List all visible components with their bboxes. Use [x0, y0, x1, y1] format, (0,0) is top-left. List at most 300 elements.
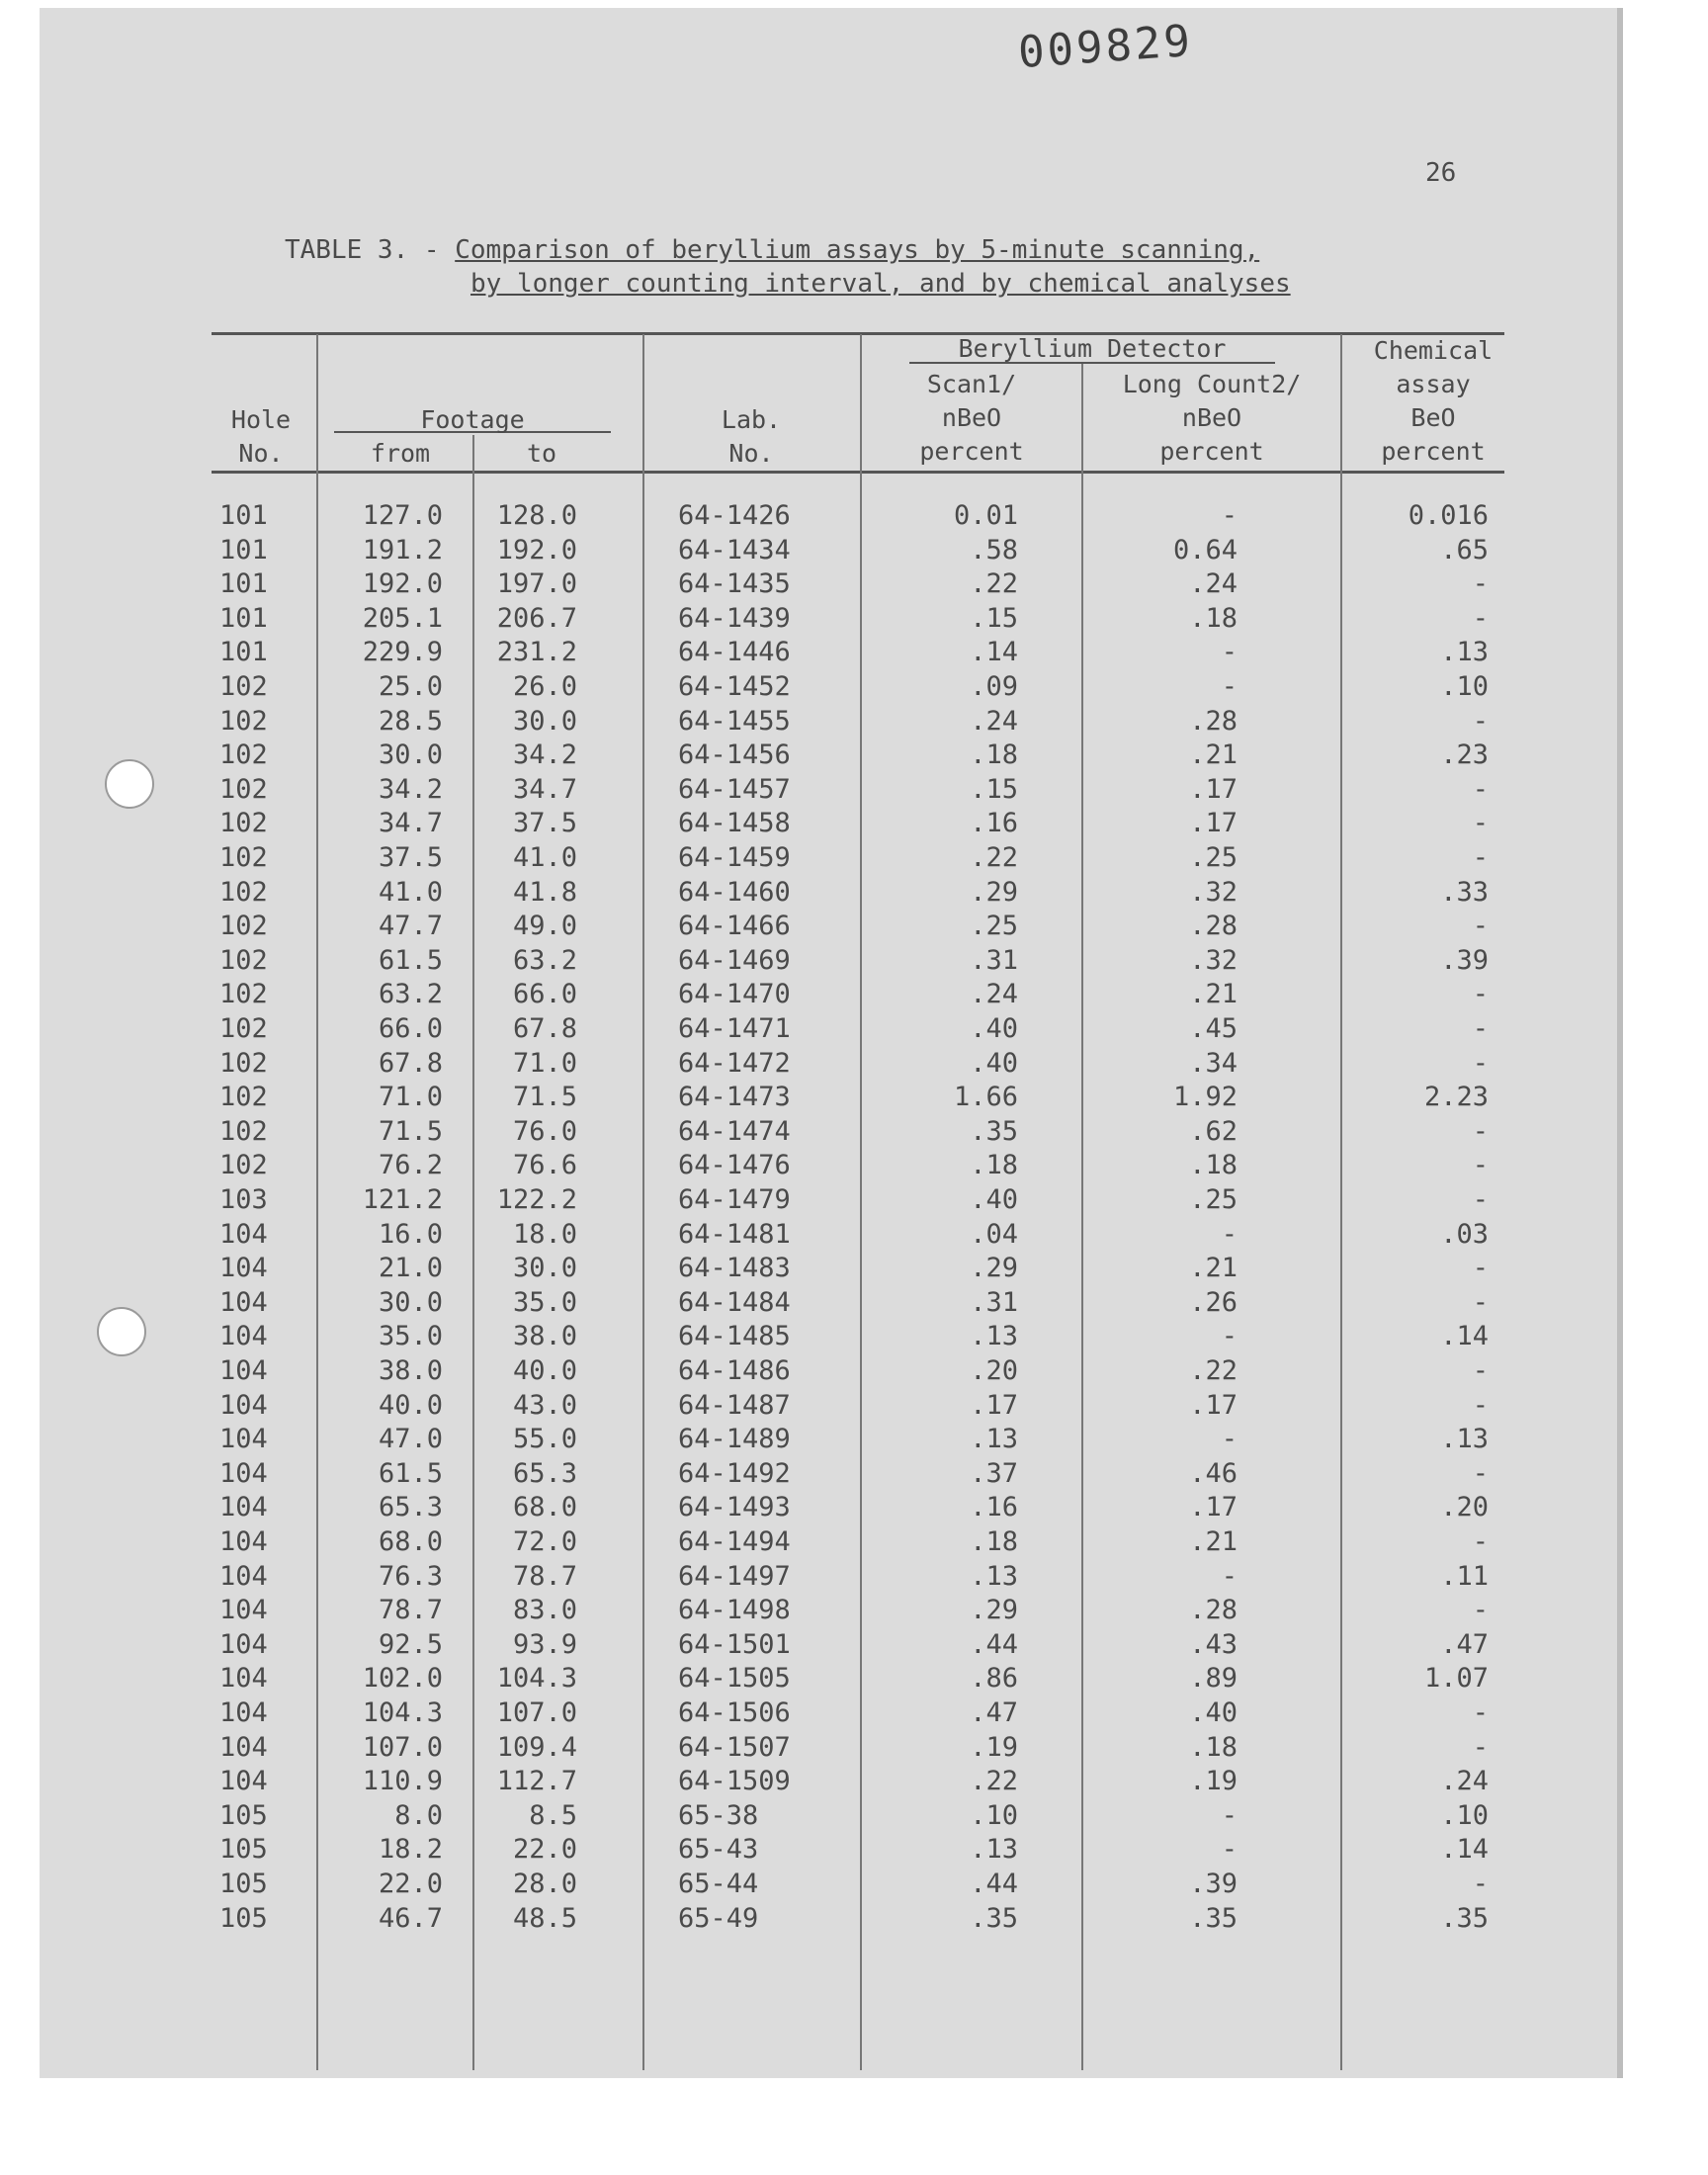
- cell-chem: -: [1472, 1355, 1489, 1386]
- cell-hole: 105: [219, 1902, 268, 1934]
- cell-scan: .15: [970, 773, 1018, 805]
- table-row: [0, 1013, 1708, 1047]
- cell-scan: .24: [970, 979, 1018, 1010]
- cell-chem: -: [1472, 1013, 1489, 1044]
- cell-chem: -: [1472, 1286, 1489, 1318]
- cell-from: 229.9: [362, 637, 443, 668]
- cell-scan: .31: [970, 1286, 1018, 1318]
- cell-lab: 64-1489: [678, 1424, 791, 1455]
- cell-from: 76.3: [378, 1560, 443, 1592]
- header-lab-no: No.: [728, 439, 774, 468]
- cell-chem: -: [1472, 1047, 1489, 1079]
- cell-lab: 64-1471: [678, 1013, 791, 1044]
- cell-to: 71.0: [512, 1047, 577, 1079]
- cell-hole: 102: [219, 1013, 268, 1044]
- cell-to: 76.0: [512, 1115, 577, 1147]
- cell-from: 92.5: [378, 1628, 443, 1660]
- cell-scan: .22: [970, 1766, 1018, 1797]
- cell-from: 78.7: [378, 1595, 443, 1626]
- cell-lab: 65-38: [678, 1799, 759, 1831]
- cell-to: 67.8: [512, 1013, 577, 1044]
- cell-long: -: [1221, 1560, 1238, 1592]
- cell-lab: 64-1506: [678, 1697, 791, 1728]
- cell-hole: 102: [219, 773, 268, 805]
- cell-from: 28.5: [378, 705, 443, 737]
- cell-chem: -: [1472, 1595, 1489, 1626]
- cell-to: 72.0: [512, 1526, 577, 1557]
- cell-lab: 64-1459: [678, 842, 791, 873]
- cell-to: 43.0: [512, 1389, 577, 1421]
- cell-long: .26: [1189, 1286, 1238, 1318]
- cell-from: 102.0: [362, 1663, 443, 1695]
- cell-chem: -: [1472, 773, 1489, 805]
- table-row: [0, 1287, 1708, 1321]
- cell-long: .18: [1189, 1731, 1238, 1763]
- cell-chem: -: [1472, 1253, 1489, 1284]
- cell-hole: 104: [219, 1526, 268, 1557]
- cell-lab: 64-1501: [678, 1628, 791, 1660]
- cell-lab: 64-1474: [678, 1115, 791, 1147]
- table-row: [0, 1048, 1708, 1082]
- table-row: [0, 1390, 1708, 1424]
- cell-long: -: [1221, 637, 1238, 668]
- cell-lab: 64-1492: [678, 1457, 791, 1489]
- header-lab: Lab.: [721, 405, 782, 434]
- cell-hole: 102: [219, 876, 268, 908]
- cell-hole: 104: [219, 1286, 268, 1318]
- cell-chem: -: [1472, 705, 1489, 737]
- cell-chem: 0.016: [1408, 500, 1489, 531]
- cell-lab: 64-1435: [678, 568, 791, 600]
- cell-chem: .14: [1440, 1321, 1489, 1352]
- cell-chem: .47: [1440, 1628, 1489, 1660]
- cell-long: .39: [1189, 1869, 1238, 1899]
- table-row: [0, 637, 1708, 670]
- cell-from: 76.2: [378, 1150, 443, 1181]
- cell-hole: 104: [219, 1218, 268, 1250]
- cell-to: 41.8: [512, 876, 577, 908]
- cell-lab: 64-1509: [678, 1766, 791, 1797]
- cell-hole: 104: [219, 1457, 268, 1489]
- cell-from: 121.2: [362, 1184, 443, 1215]
- table-row: [0, 535, 1708, 568]
- cell-scan: .47: [970, 1697, 1018, 1728]
- cell-chem: .33: [1440, 876, 1489, 908]
- cell-to: 71.5: [512, 1082, 577, 1113]
- cell-chem: -: [1472, 1869, 1489, 1899]
- cell-scan: .25: [970, 911, 1018, 942]
- cell-chem: -: [1472, 808, 1489, 839]
- cell-scan: .18: [970, 740, 1018, 771]
- table-row: [0, 1629, 1708, 1663]
- cell-lab: 64-1452: [678, 671, 791, 702]
- cell-long: .17: [1189, 773, 1238, 805]
- cell-lab: 64-1483: [678, 1253, 791, 1284]
- cell-to: 8.5: [529, 1799, 577, 1831]
- cell-to: 83.0: [512, 1595, 577, 1626]
- cell-chem: -: [1472, 911, 1489, 942]
- cell-to: 30.0: [512, 1253, 577, 1284]
- cell-long: .28: [1189, 911, 1238, 942]
- header-hole: Hole: [230, 405, 292, 434]
- cell-hole: 105: [219, 1799, 268, 1831]
- cell-to: 40.0: [512, 1355, 577, 1386]
- cell-lab: 64-1455: [678, 705, 791, 737]
- cell-hole: 104: [219, 1628, 268, 1660]
- cell-to: 41.0: [512, 842, 577, 873]
- table-row: [0, 1355, 1708, 1389]
- cell-long: .46: [1189, 1457, 1238, 1489]
- cell-scan: .40: [970, 1013, 1018, 1044]
- cell-to: 63.2: [512, 944, 577, 976]
- cell-chem: 2.23: [1423, 1082, 1489, 1113]
- cell-hole: 104: [219, 1560, 268, 1592]
- cell-scan: .44: [970, 1869, 1018, 1899]
- cell-lab: 64-1505: [678, 1663, 791, 1695]
- cell-long: .19: [1189, 1766, 1238, 1797]
- cell-from: 25.0: [378, 671, 443, 702]
- table-title-prefix: TABLE 3. -: [285, 235, 456, 265]
- cell-long: 0.64: [1172, 534, 1238, 566]
- cell-long: -: [1221, 671, 1238, 702]
- cell-lab: 64-1469: [678, 944, 791, 976]
- table-row: [0, 1150, 1708, 1183]
- cell-scan: .40: [970, 1047, 1018, 1079]
- cell-from: 34.2: [378, 773, 443, 805]
- cell-scan: .16: [970, 1492, 1018, 1523]
- cell-lab: 64-1470: [678, 979, 791, 1010]
- cell-scan: .40: [970, 1184, 1018, 1215]
- cell-scan: .10: [970, 1799, 1018, 1831]
- header-long-nbeo: nBeO: [1181, 403, 1242, 432]
- cell-chem: .10: [1440, 1799, 1489, 1831]
- table-row: [0, 706, 1708, 740]
- cell-long: 1.92: [1172, 1082, 1238, 1113]
- cell-hole: 101: [219, 637, 268, 668]
- cell-chem: .35: [1440, 1902, 1489, 1934]
- cell-chem: -: [1472, 1150, 1489, 1181]
- cell-scan: .35: [970, 1902, 1018, 1934]
- cell-hole: 101: [219, 568, 268, 600]
- cell-from: 30.0: [378, 740, 443, 771]
- cell-to: 55.0: [512, 1424, 577, 1455]
- cell-from: 30.0: [378, 1286, 443, 1318]
- cell-to: 104.3: [496, 1663, 577, 1695]
- document-number: 009829: [1016, 15, 1195, 79]
- cell-lab: 64-1485: [678, 1321, 791, 1352]
- table-row: [0, 568, 1708, 602]
- cell-scan: .29: [970, 1595, 1018, 1626]
- cell-from: 35.0: [378, 1321, 443, 1352]
- header-chem-percent: percent: [1381, 437, 1486, 466]
- table-row: [0, 774, 1708, 808]
- cell-from: 61.5: [378, 944, 443, 976]
- header-long-percent: percent: [1159, 437, 1264, 466]
- cell-chem: .11: [1440, 1560, 1489, 1592]
- cell-long: -: [1221, 1218, 1238, 1250]
- cell-scan: .15: [970, 602, 1018, 634]
- table-row: [0, 1116, 1708, 1150]
- cell-long: .28: [1189, 705, 1238, 737]
- cell-chem: .03: [1440, 1218, 1489, 1250]
- cell-to: 37.5: [512, 808, 577, 839]
- cell-to: 76.6: [512, 1150, 577, 1181]
- cell-lab: 64-1473: [678, 1082, 791, 1113]
- table-row: [0, 1492, 1708, 1525]
- cell-scan: .16: [970, 808, 1018, 839]
- cell-long: .62: [1189, 1115, 1238, 1147]
- table-row: [0, 1526, 1708, 1560]
- cell-from: 205.1: [362, 602, 443, 634]
- cell-to: 107.0: [496, 1697, 577, 1728]
- cell-long: -: [1221, 1424, 1238, 1455]
- cell-to: 68.0: [512, 1492, 577, 1523]
- cell-chem: -: [1472, 568, 1489, 600]
- header-bottom-rule: [212, 471, 1504, 474]
- table-row: [0, 740, 1708, 773]
- cell-from: 191.2: [362, 534, 443, 566]
- cell-chem: .20: [1440, 1492, 1489, 1523]
- header-from: from: [370, 439, 431, 468]
- cell-to: 192.0: [496, 534, 577, 566]
- cell-to: 65.3: [512, 1457, 577, 1489]
- cell-scan: .13: [970, 1321, 1018, 1352]
- cell-lab: 64-1458: [678, 808, 791, 839]
- cell-chem: .24: [1440, 1766, 1489, 1797]
- cell-hole: 102: [219, 808, 268, 839]
- cell-from: 66.0: [378, 1013, 443, 1044]
- cell-from: 16.0: [378, 1218, 443, 1250]
- cell-scan: .04: [970, 1218, 1018, 1250]
- cell-to: 48.5: [512, 1902, 577, 1934]
- cell-to: 66.0: [512, 979, 577, 1010]
- cell-to: 35.0: [512, 1286, 577, 1318]
- cell-to: 122.2: [496, 1184, 577, 1215]
- table-row: [0, 808, 1708, 841]
- table-row: [0, 1458, 1708, 1492]
- table-row: [0, 1903, 1708, 1937]
- cell-to: 231.2: [496, 637, 577, 668]
- cell-lab: 64-1446: [678, 637, 791, 668]
- cell-hole: 103: [219, 1184, 268, 1215]
- cell-hole: 104: [219, 1663, 268, 1695]
- cell-from: 110.9: [362, 1766, 443, 1797]
- cell-hole: 101: [219, 500, 268, 531]
- cell-lab: 64-1481: [678, 1218, 791, 1250]
- cell-scan: .86: [970, 1663, 1018, 1695]
- cell-scan: .18: [970, 1526, 1018, 1557]
- cell-to: 26.0: [512, 671, 577, 702]
- cell-from: 65.3: [378, 1492, 443, 1523]
- cell-long: .24: [1189, 568, 1238, 600]
- cell-to: 78.7: [512, 1560, 577, 1592]
- header-chemical: Chemical: [1373, 336, 1494, 365]
- cell-from: 104.3: [362, 1697, 443, 1728]
- table-row: [0, 1834, 1708, 1868]
- cell-from: 71.0: [378, 1082, 443, 1113]
- cell-hole: 102: [219, 1047, 268, 1079]
- cell-long: .28: [1189, 1595, 1238, 1626]
- cell-from: 41.0: [378, 876, 443, 908]
- cell-scan: .24: [970, 705, 1018, 737]
- cell-hole: 104: [219, 1731, 268, 1763]
- cell-chem: -: [1472, 1115, 1489, 1147]
- cell-from: 127.0: [362, 500, 443, 531]
- table-row: [0, 1219, 1708, 1253]
- header-hole-no: No.: [238, 439, 284, 468]
- cell-lab: 64-1434: [678, 534, 791, 566]
- cell-long: .43: [1189, 1628, 1238, 1660]
- cell-chem: 1.07: [1423, 1663, 1489, 1695]
- cell-hole: 102: [219, 671, 268, 702]
- cell-scan: .22: [970, 568, 1018, 600]
- cell-hole: 104: [219, 1697, 268, 1728]
- table-row: [0, 979, 1708, 1012]
- cell-scan: .29: [970, 876, 1018, 908]
- table-row: [0, 1561, 1708, 1595]
- cell-chem: -: [1472, 1184, 1489, 1215]
- cell-scan: .13: [970, 1424, 1018, 1455]
- cell-lab: 64-1497: [678, 1560, 791, 1592]
- table-row: [0, 500, 1708, 534]
- cell-chem: -: [1472, 842, 1489, 873]
- cell-long: .32: [1189, 876, 1238, 908]
- cell-long: .17: [1189, 808, 1238, 839]
- cell-lab: 65-43: [678, 1834, 759, 1866]
- table-row: [0, 1321, 1708, 1354]
- cell-lab: 64-1479: [678, 1184, 791, 1215]
- cell-chem: -: [1472, 1731, 1489, 1763]
- cell-to: 197.0: [496, 568, 577, 600]
- cell-to: 34.2: [512, 740, 577, 771]
- cell-chem: -: [1472, 1457, 1489, 1489]
- cell-long: .21: [1189, 979, 1238, 1010]
- cell-long: .34: [1189, 1047, 1238, 1079]
- cell-scan: .35: [970, 1115, 1018, 1147]
- cell-hole: 102: [219, 740, 268, 771]
- table-row: [0, 1869, 1708, 1902]
- cell-hole: 102: [219, 1082, 268, 1113]
- cell-scan: .09: [970, 671, 1018, 702]
- table-title-text1: Comparison of beryllium assays by 5-minute scanning,: [455, 235, 1260, 265]
- cell-chem: .65: [1440, 534, 1489, 566]
- cell-from: 46.7: [378, 1902, 443, 1934]
- cell-hole: 104: [219, 1355, 268, 1386]
- cell-chem: -: [1472, 1526, 1489, 1557]
- header-scan: Scan1/: [926, 370, 1017, 398]
- cell-scan: .18: [970, 1150, 1018, 1181]
- cell-to: 93.9: [512, 1628, 577, 1660]
- cell-hole: 104: [219, 1389, 268, 1421]
- cell-hole: 104: [219, 1253, 268, 1284]
- cell-to: 18.0: [512, 1218, 577, 1250]
- cell-long: .17: [1189, 1492, 1238, 1523]
- cell-from: 38.0: [378, 1355, 443, 1386]
- cell-long: .35: [1189, 1902, 1238, 1934]
- cell-hole: 104: [219, 1766, 268, 1797]
- cell-scan: .44: [970, 1628, 1018, 1660]
- cell-chem: -: [1472, 1389, 1489, 1421]
- cell-to: 38.0: [512, 1321, 577, 1352]
- table-row: [0, 1184, 1708, 1218]
- cell-from: 68.0: [378, 1526, 443, 1557]
- cell-chem: .13: [1440, 637, 1489, 668]
- table-row: [0, 1663, 1708, 1696]
- cell-long: .21: [1189, 1526, 1238, 1557]
- cell-long: -: [1221, 1799, 1238, 1831]
- cell-from: 47.0: [378, 1424, 443, 1455]
- cell-scan: .17: [970, 1389, 1018, 1421]
- header-scan-nbeo: nBeO: [941, 403, 1002, 432]
- cell-hole: 104: [219, 1424, 268, 1455]
- cell-long: .32: [1189, 944, 1238, 976]
- cell-long: .40: [1189, 1697, 1238, 1728]
- cell-long: -: [1221, 1834, 1238, 1866]
- cell-long: .21: [1189, 740, 1238, 771]
- cell-lab: 64-1484: [678, 1286, 791, 1318]
- cell-hole: 102: [219, 842, 268, 873]
- cell-long: .17: [1189, 1389, 1238, 1421]
- table-title-line2: by longer counting interval, and by chemical analyses: [470, 269, 1291, 299]
- table-row: [0, 911, 1708, 944]
- page-number: 26: [1425, 158, 1457, 188]
- cell-scan: .19: [970, 1731, 1018, 1763]
- table-row: [0, 1766, 1708, 1799]
- table-row: [0, 842, 1708, 876]
- cell-to: 28.0: [512, 1869, 577, 1899]
- cell-from: 61.5: [378, 1457, 443, 1489]
- cell-scan: .29: [970, 1253, 1018, 1284]
- table-row: [0, 1253, 1708, 1286]
- cell-hole: 104: [219, 1321, 268, 1352]
- cell-scan: 0.01: [953, 500, 1018, 531]
- cell-from: 34.7: [378, 808, 443, 839]
- cell-lab: 64-1493: [678, 1492, 791, 1523]
- cell-to: 109.4: [496, 1731, 577, 1763]
- header-footage: Footage: [420, 405, 525, 434]
- cell-lab: 64-1472: [678, 1047, 791, 1079]
- cell-scan: .13: [970, 1834, 1018, 1866]
- cell-lab: 64-1486: [678, 1355, 791, 1386]
- header-beryllium-detector: Beryllium Detector: [958, 334, 1227, 363]
- cell-lab: 64-1457: [678, 773, 791, 805]
- header-long-count: Long Count2/: [1122, 370, 1302, 398]
- table-row: [0, 1732, 1708, 1766]
- header-assay: assay: [1396, 370, 1471, 398]
- cell-lab: 64-1466: [678, 911, 791, 942]
- cell-from: 67.8: [378, 1047, 443, 1079]
- cell-hole: 101: [219, 602, 268, 634]
- cell-lab: 64-1456: [678, 740, 791, 771]
- table-row: [0, 945, 1708, 979]
- cell-from: 22.0: [378, 1869, 443, 1899]
- cell-scan: .37: [970, 1457, 1018, 1489]
- cell-from: 71.5: [378, 1115, 443, 1147]
- cell-long: .25: [1189, 1184, 1238, 1215]
- cell-from: 8.0: [394, 1799, 443, 1831]
- cell-scan: .31: [970, 944, 1018, 976]
- cell-long: .22: [1189, 1355, 1238, 1386]
- table-row: [0, 603, 1708, 637]
- cell-chem: .23: [1440, 740, 1489, 771]
- cell-long: -: [1221, 500, 1238, 531]
- table-title-line1: [285, 235, 1259, 265]
- table-row: [0, 1697, 1708, 1731]
- header-scan-percent: percent: [919, 437, 1024, 466]
- cell-to: 49.0: [512, 911, 577, 942]
- cell-from: 192.0: [362, 568, 443, 600]
- cell-hole: 102: [219, 979, 268, 1010]
